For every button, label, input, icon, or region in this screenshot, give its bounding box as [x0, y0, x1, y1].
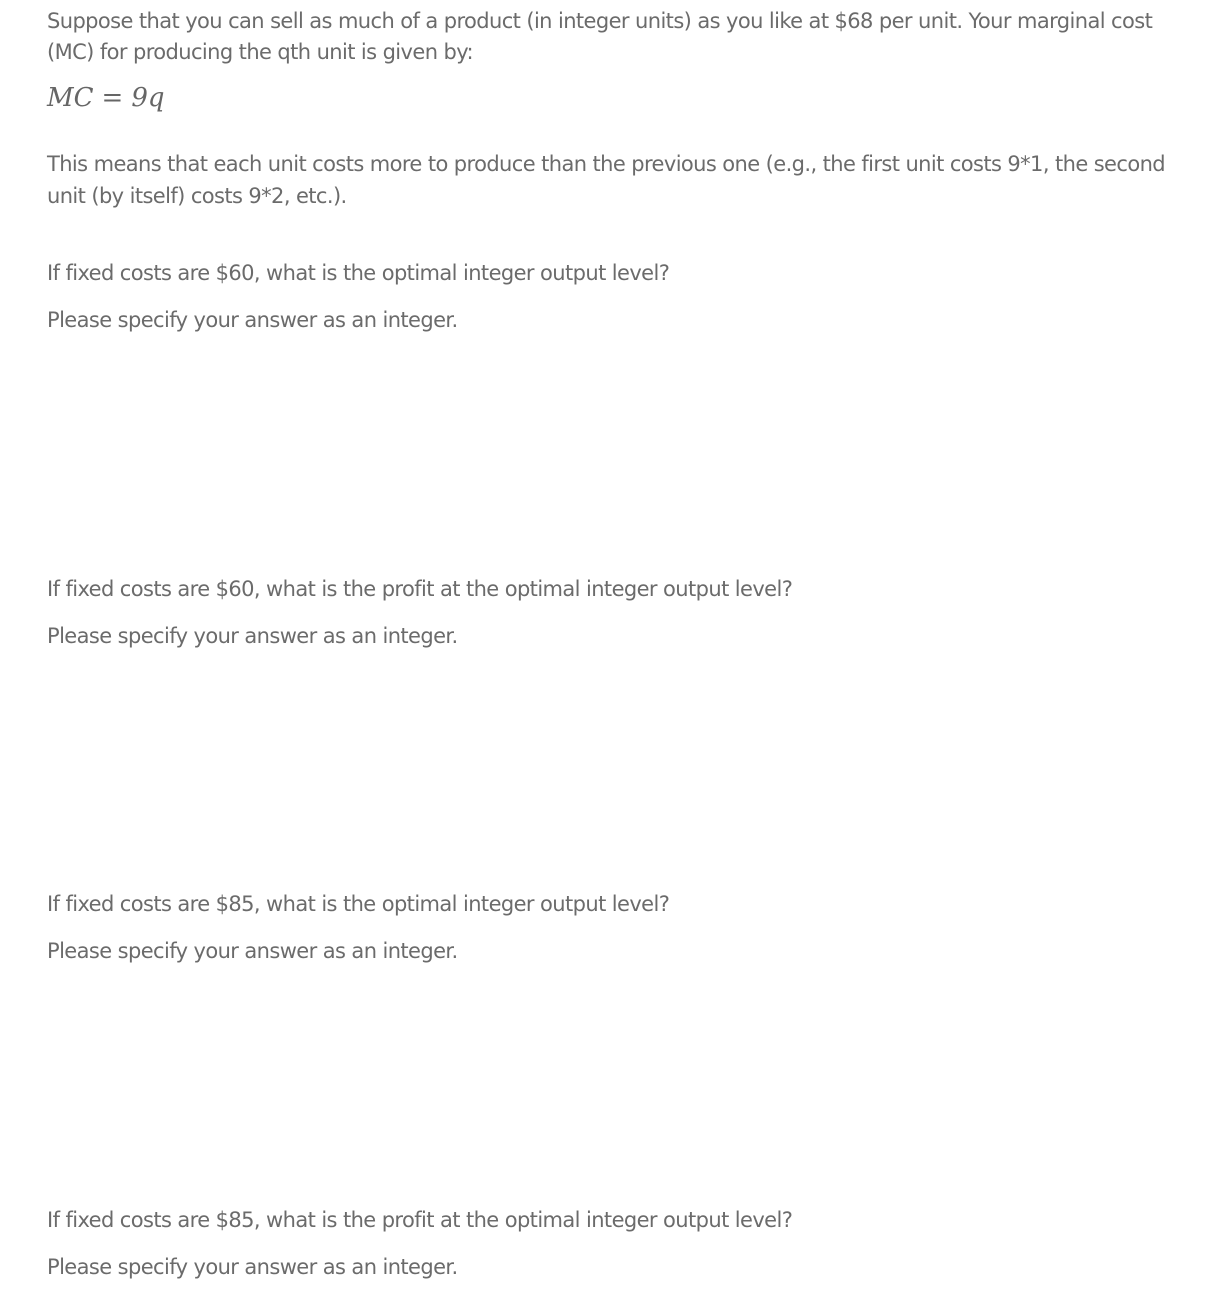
problem-explanation: This means that each unit costs more to produce than the previous one (e.g., the first unit costs 9*1, the second unit (by itself) costs 9*2, etc.). [47, 152, 1166, 208]
question-4 [47, 1205, 1167, 1282]
problem-intro: Suppose that you can sell as much of a product (in integer units) as you like at $68 per unit. Your marginal cost (MC) for producing the qth unit is given by: [47, 9, 1153, 64]
question-prompt: If fixed costs are $60, what is the profit at the optimal integer output level? [47, 577, 793, 601]
question-prompt: If fixed costs are $85, what is the profit at the optimal integer output level? [47, 1208, 793, 1232]
question-instruction: Please specify your answer as an integer. [47, 308, 458, 332]
formula-lhs: MC [47, 83, 94, 113]
question-2 [47, 574, 1167, 651]
question-instruction: Please specify your answer as an integer. [47, 1255, 458, 1279]
formula-equals: = [101, 83, 124, 113]
marginal-cost-formula [47, 80, 165, 116]
question-instruction: Please specify your answer as an integer. [47, 624, 458, 648]
question-3 [47, 889, 1167, 966]
formula-rhs: 9q [131, 83, 165, 113]
question-instruction: Please specify your answer as an integer. [47, 939, 458, 963]
question-1 [47, 258, 1167, 335]
question-prompt: If fixed costs are $60, what is the optimal integer output level? [47, 261, 670, 285]
question-prompt: If fixed costs are $85, what is the optimal integer output level? [47, 892, 670, 916]
